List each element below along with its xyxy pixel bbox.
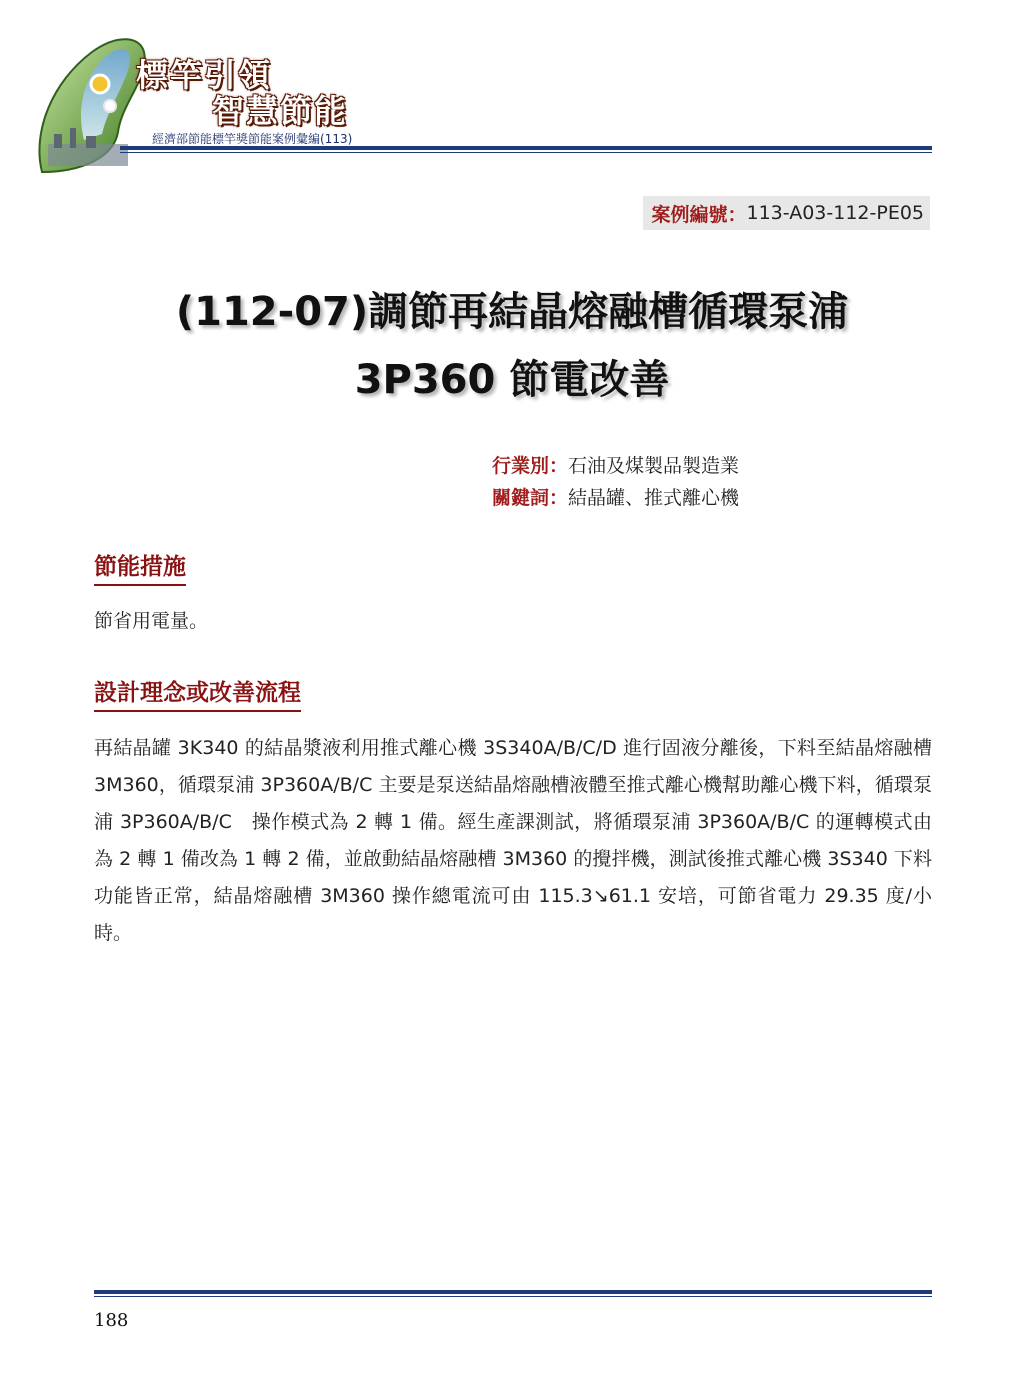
case-number-value: 113-A03-112-PE05 — [746, 202, 924, 224]
page-number: 188 — [94, 1310, 129, 1331]
title-line-2: 3P360 節電改善 — [354, 357, 670, 403]
page-title — [60, 278, 964, 414]
slogan-line-1: 標竿引領 — [136, 56, 273, 94]
measures-text: 節省用電量。 — [94, 610, 209, 632]
header-rule — [120, 146, 932, 154]
footer-rule — [94, 1290, 932, 1300]
case-number-label: 案例編號： — [651, 203, 747, 226]
section-heading-measures: 節能措施 — [94, 548, 186, 586]
keywords-row — [492, 482, 739, 514]
industry-label: 行業別： — [492, 455, 569, 477]
section-heading-process: 設計理念或改善流程 — [94, 674, 301, 712]
title-line-1: (112-07)調節再結晶熔融槽循環泵浦 — [175, 289, 849, 335]
slogan-line-2: 智慧節能 — [212, 92, 349, 130]
case-number-box — [643, 196, 930, 230]
case-meta — [492, 450, 739, 514]
series-name: 經濟部節能標竿獎節能案例彙編(113) — [152, 132, 353, 146]
industry-value: 石油及煤製品製造業 — [568, 455, 740, 477]
process-text: 再結晶罐 3K340 的結晶漿液利用推式離心機 3S340A/B/C/D 進行固液分離後，下料至結晶熔融槽 3M360，循環泵浦 3P360A/B/C 主要是泵送結晶熔融槽液體至推式離心機幫助離心機下料，循環泵浦 3P360A/B/C 操作模式為 2 轉 1 備。經生產課測試，將循環泵浦 3P360A/B/C 的運轉模式由為 2 轉 1 備改為 1 轉 2 備，並啟動結晶熔融槽 3M360 的攪拌機，測試後推式離心機 3S340 下料功能皆正常，結晶熔融槽 3M360 操作總電流可由 115.3↘61.1 安培，可節省電力 29.35 度/小時。 — [94, 737, 932, 944]
keywords-value: 結晶罐、推式離心機 — [568, 487, 740, 509]
page-header — [0, 0, 1024, 190]
industry-row — [492, 450, 739, 482]
keywords-label: 關鍵詞： — [492, 487, 569, 509]
